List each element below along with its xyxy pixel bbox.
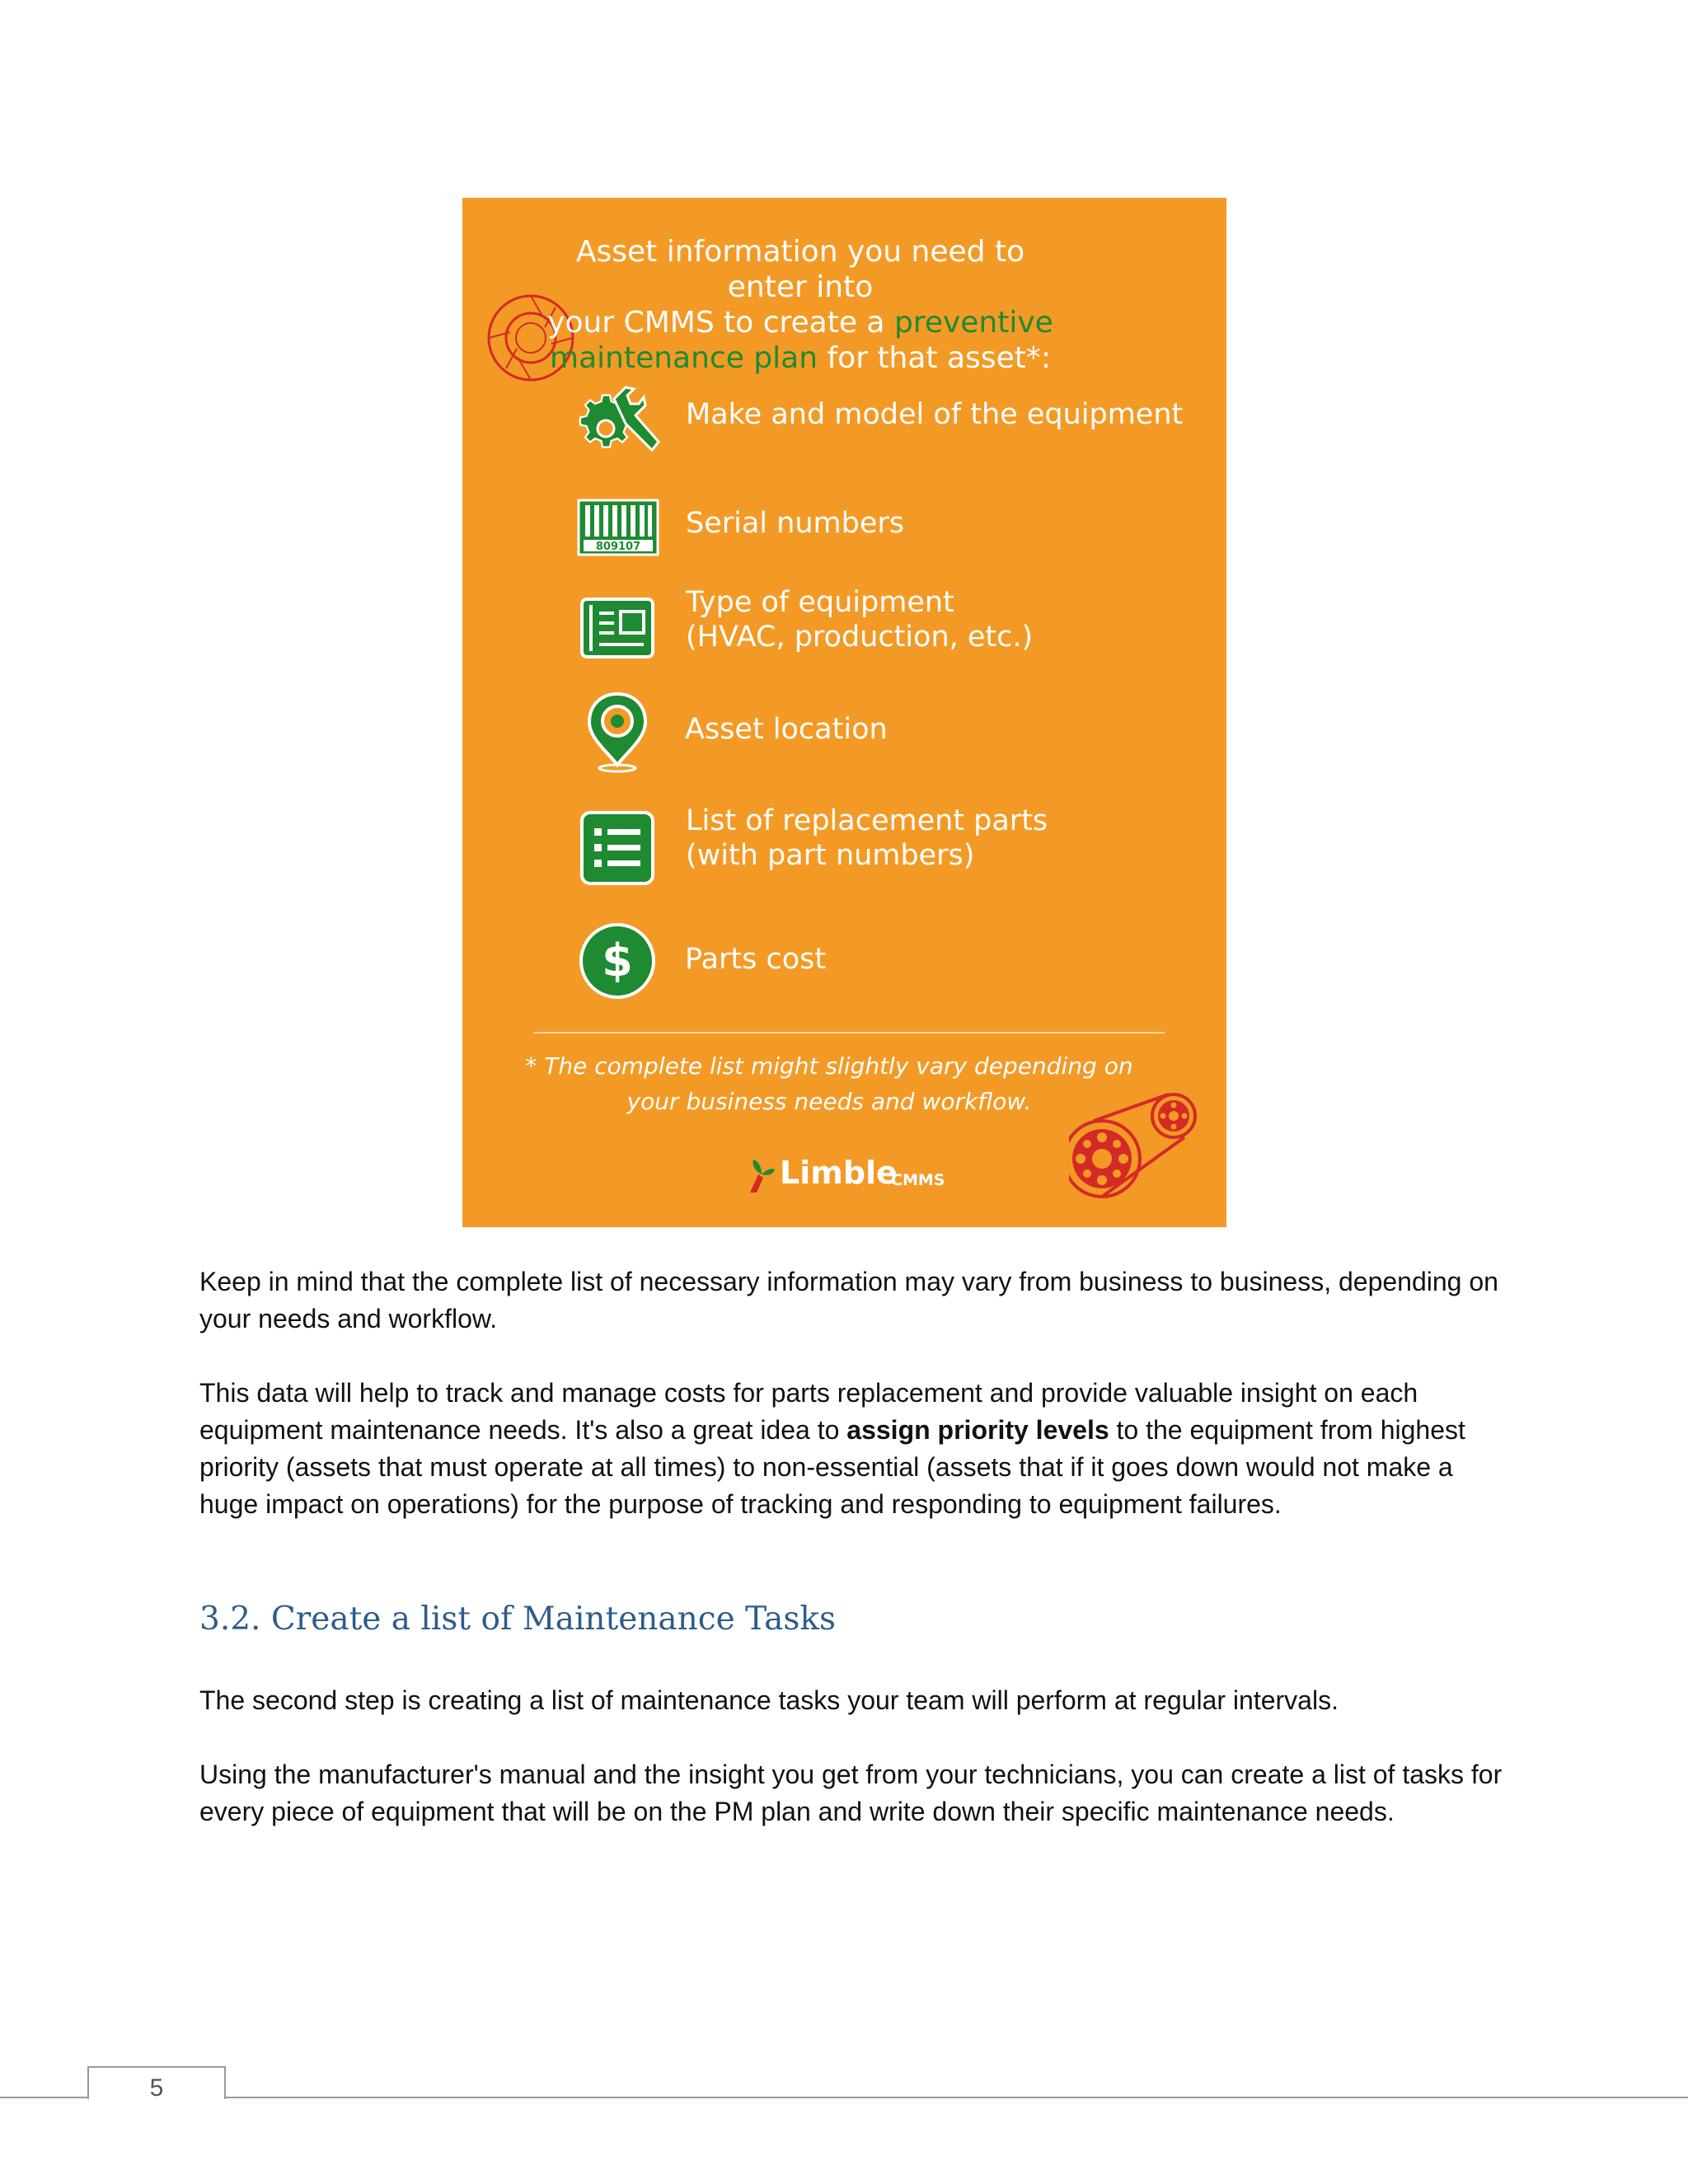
- dollar-icon: [578, 921, 657, 1001]
- footnote-line-1: * The complete list might slightly vary depending on: [525, 1052, 1133, 1080]
- info-item-serial: [462, 486, 1226, 577]
- info-item-label: Parts cost: [685, 943, 827, 976]
- divider: [533, 1032, 1165, 1033]
- title-line-2-start: your CMMS to create a: [547, 306, 885, 340]
- info-item-label: Type of equipment: [686, 586, 954, 619]
- paragraph-1: Keep in mind that the complete list of necessary information may vary from business to business, depending on your needs and workflow.: [199, 1267, 1498, 1333]
- paragraph-2-end: to the equipment from highest priority (assets that must operate at all times) to non-essential (assets that if it goes down would not make a huge impact on operations) for the purpose of tracking and responding to equipment failures.: [199, 1415, 1465, 1519]
- list-icon: [579, 810, 655, 886]
- page-number: 5: [149, 2074, 164, 2102]
- info-item-label: Make and model of the equipment: [686, 398, 1184, 431]
- infographic: [462, 198, 1226, 1227]
- equipment-card-icon: [579, 597, 655, 659]
- logo-suffix: CMMS: [891, 1171, 945, 1189]
- info-item-sublabel: (HVAC, production, etc.): [686, 621, 1034, 654]
- paragraph-2-start: This data will help to track and manage costs for parts replacement and provide valuable insight on each equipment maintenance needs. It's also a great idea to: [199, 1378, 1418, 1445]
- paragraph-2: [199, 1375, 1518, 1523]
- footer-rule: [0, 2097, 1688, 2098]
- info-item-location: [462, 692, 1226, 783]
- paragraph-3: The second step is creating a list of maintenance tasks your team will perform at regular intervals.: [199, 1685, 1339, 1715]
- paragraph-4: Using the manufacturer's manual and the insight you get from your technicians, you can create a list of tasks for every piece of equipment that will be on the PM plan and write down their specific maintenance needs.: [199, 1760, 1503, 1826]
- page-number-tab: [87, 2066, 226, 2102]
- limble-leaf-icon: [747, 1158, 776, 1194]
- infographic-title: [537, 234, 1064, 376]
- info-item-label: Serial numbers: [686, 507, 904, 540]
- paragraph-2-bold: assign priority levels: [846, 1415, 1109, 1445]
- title-line-1: Asset information you need to enter into: [575, 235, 1025, 304]
- info-item-make-model: [462, 379, 1226, 470]
- title-highlight-preventive: preventive: [893, 306, 1053, 340]
- title-line-2: [537, 305, 1064, 340]
- gears-belt-icon: [1069, 1088, 1201, 1203]
- footnote-line-2: your business needs and workflow.: [626, 1088, 1032, 1115]
- barcode-number: 809107: [595, 541, 641, 553]
- info-item-label: Asset location: [685, 713, 888, 746]
- logo-brand: Limble: [780, 1155, 898, 1191]
- footnote: [520, 1048, 1138, 1119]
- info-item-sublabel: (with part numbers): [686, 839, 975, 872]
- title-line-3: [537, 340, 1064, 376]
- title-highlight-plan: maintenance plan: [550, 341, 818, 375]
- info-item-label: List of replacement parts: [686, 804, 1048, 837]
- svg-text:$: $: [602, 935, 633, 987]
- wrench-gear-icon: [578, 382, 663, 465]
- title-line-3-end: for that asset*:: [827, 341, 1051, 375]
- barcode-icon: [577, 499, 659, 556]
- info-item-parts-list: [462, 804, 1226, 894]
- info-item-type: [462, 585, 1226, 676]
- info-item-parts-cost: [462, 915, 1226, 1005]
- location-pin-icon: [584, 691, 650, 773]
- section-heading: 3.2. Create a list of Maintenance Tasks: [199, 1601, 837, 1638]
